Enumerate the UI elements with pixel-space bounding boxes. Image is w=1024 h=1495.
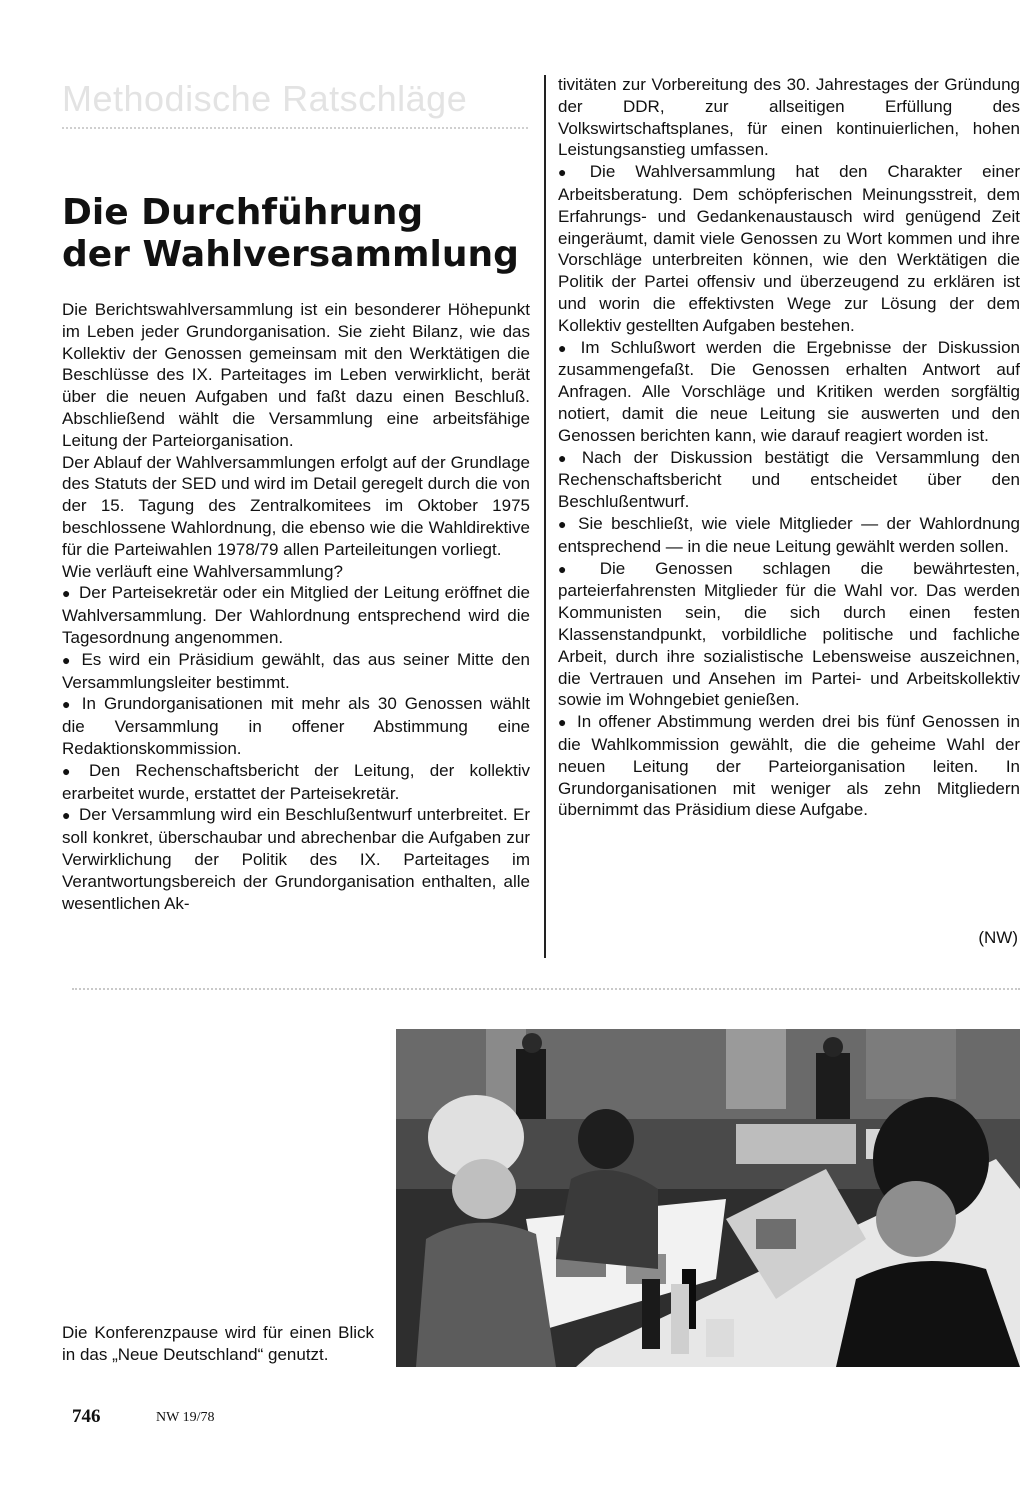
page-number: 746 <box>72 1406 101 1427</box>
continued-paragraph: tivitäten zur Vorbereitung des 30. Jahrestages der Gründung der DDR, zur allseitigen Erfüllung des Volkswirtschaftsplanes, für einen kontinuierlichen, hohen Leistungsanstieg umfassen. <box>558 75 1020 160</box>
bullet-item: ● Im Schlußwort werden die Ergebnisse der Diskussion zusammengefaßt. Die Genossen erhalten Antwort auf Anfragen. Alle Vorschläge und Kritiken werden sorgfältig notiert, damit die neue Leitung sie auswerten und den Genossen berichten kann, wie darauf reagiert worden ist. <box>558 337 1020 447</box>
section-kicker: Methodische Ratschläge <box>62 78 468 119</box>
bullet-item: ● In Grundorganisationen mit mehr als 30 Genossen wählt die Versammlung in offener Abstimmung eine Redaktionskommission. <box>62 693 530 759</box>
kicker-rule <box>62 127 528 129</box>
left-column <box>62 299 530 914</box>
bullet-item: ● Es wird ein Präsidium gewählt, das aus seiner Mitte den Versammlungsleiter bestimmt. <box>62 649 530 694</box>
issue-label: NW 19/78 <box>156 1410 215 1425</box>
intro-paragraph: Die Berichtswahlversammlung ist ein besonderer Höhepunkt im Leben jeder Grundorganisation. Sie zieht Bilanz, wie das Kollektiv der Genossen gemeinsam mit den Werktätigen die Beschlüsse des IX. Parteitages im Leben verwirklicht, berät über die neuen Aufgaben und faßt dazu einen Beschluß. Abschließend wählt die Versammlung eine arbeitsfähige Leitung der Parteiorganisation. <box>62 300 530 450</box>
bullet-item: ● Der Parteisekretär oder ein Mitglied der Leitung eröffnet die Wahlversammlung. Der Wahlordnung entsprechend wird die Tagesordnung angenommen. <box>62 582 530 648</box>
bullet-item: ● Sie beschließt, wie viele Mitglieder — der Wahlordnung entsprechend — in die neue Leitung gewählt werden sollen. <box>558 513 1020 558</box>
bullet-item: ● Den Rechenschaftsbericht der Leitung, der kollektiv erarbeitet wurde, erstattet der Parteisekretär. <box>62 760 530 805</box>
body-paragraph: Der Ablauf der Wahlversammlungen erfolgt auf der Grundlage des Statuts der SED und wird im Detail geregelt durch die von der 15. Tagung des Zentralkomitees im Oktober 1975 beschlossene Wahlordnung, die ebenso wie die Wahldirektive für die Parteiwahlen 1978/79 allen Parteileitungen vorliegt. <box>62 452 530 559</box>
question-paragraph: Wie verläuft eine Wahlversammlung? <box>62 561 343 581</box>
bullet-item: ● Die Genossen schlagen die bewährtesten, parteierfahrensten Mitglieder für die Wahl vor. Das werden Kommunisten sein, die sich durch einen festen Klassenstandpunkt, vorbildliche politische und fachliche Arbeit, durch ihre sozialistische Lebensweise auszeichnen, die Vertrauen und Ansehen im Partei- und Arbeitskollektiv sowie im Wohngebiet genießen. <box>558 558 1020 712</box>
bullet-item: ● In offener Abstimmung werden drei bis fünf Genossen in die Wahlkommission gewählt, die die geheime Wahl der neuen Leitung der Parteiorganisation leiten. In Grundorganisationen mit weniger als zehn Mitgliedern übernimmt das Präsidium diese Aufgabe. <box>558 711 1020 821</box>
headline-line-2: der Wahlversammlung <box>62 234 519 275</box>
column-divider <box>544 75 546 958</box>
section-rule <box>72 988 1020 990</box>
conference-photo-illustration <box>396 1029 1020 1367</box>
photo-caption: Die Konferenzpause wird für einen Blick in das „Neue Deutschland“ genutzt. <box>62 1323 374 1364</box>
bullet-item: ● Die Wahlversammlung hat den Charakter einer Arbeitsberatung. Dem schöpferischen Meinungsstreit, dem Erfahrungs- und Gedankenaustausch wird genügend Zeit eingeräumt, damit viele Genossen zu Wort kommen und ihre Vorschläge unterbreiten können, wie den Werktätigen die Politik der Partei offensiv und überzeugend zu erklären ist und worin die effektivsten Wege zur Lösung der dem Kollektiv gestellten Aufgaben bestehen. <box>558 161 1020 336</box>
headline-line-1: Die Durchführung <box>62 192 424 233</box>
bullet-item: ● Nach der Diskussion bestätigt die Versammlung den Rechenschaftsbericht und entscheidet über den Beschlußentwurf. <box>558 447 1020 513</box>
right-column <box>558 74 1020 821</box>
conference-photo <box>396 1029 1020 1367</box>
author-signature: (NW) <box>978 928 1018 947</box>
bullet-item: ● Der Versammlung wird ein Beschlußentwurf unterbreitet. Er soll konkret, überschaubar und abrechenbar die Aufgaben zur Verwirklichung der Politik des IX. Parteitages im Verantwortungsbereich der Grundorganisation enthalten, alle wesentlichen Ak- <box>62 804 530 914</box>
article-headline <box>62 192 532 276</box>
